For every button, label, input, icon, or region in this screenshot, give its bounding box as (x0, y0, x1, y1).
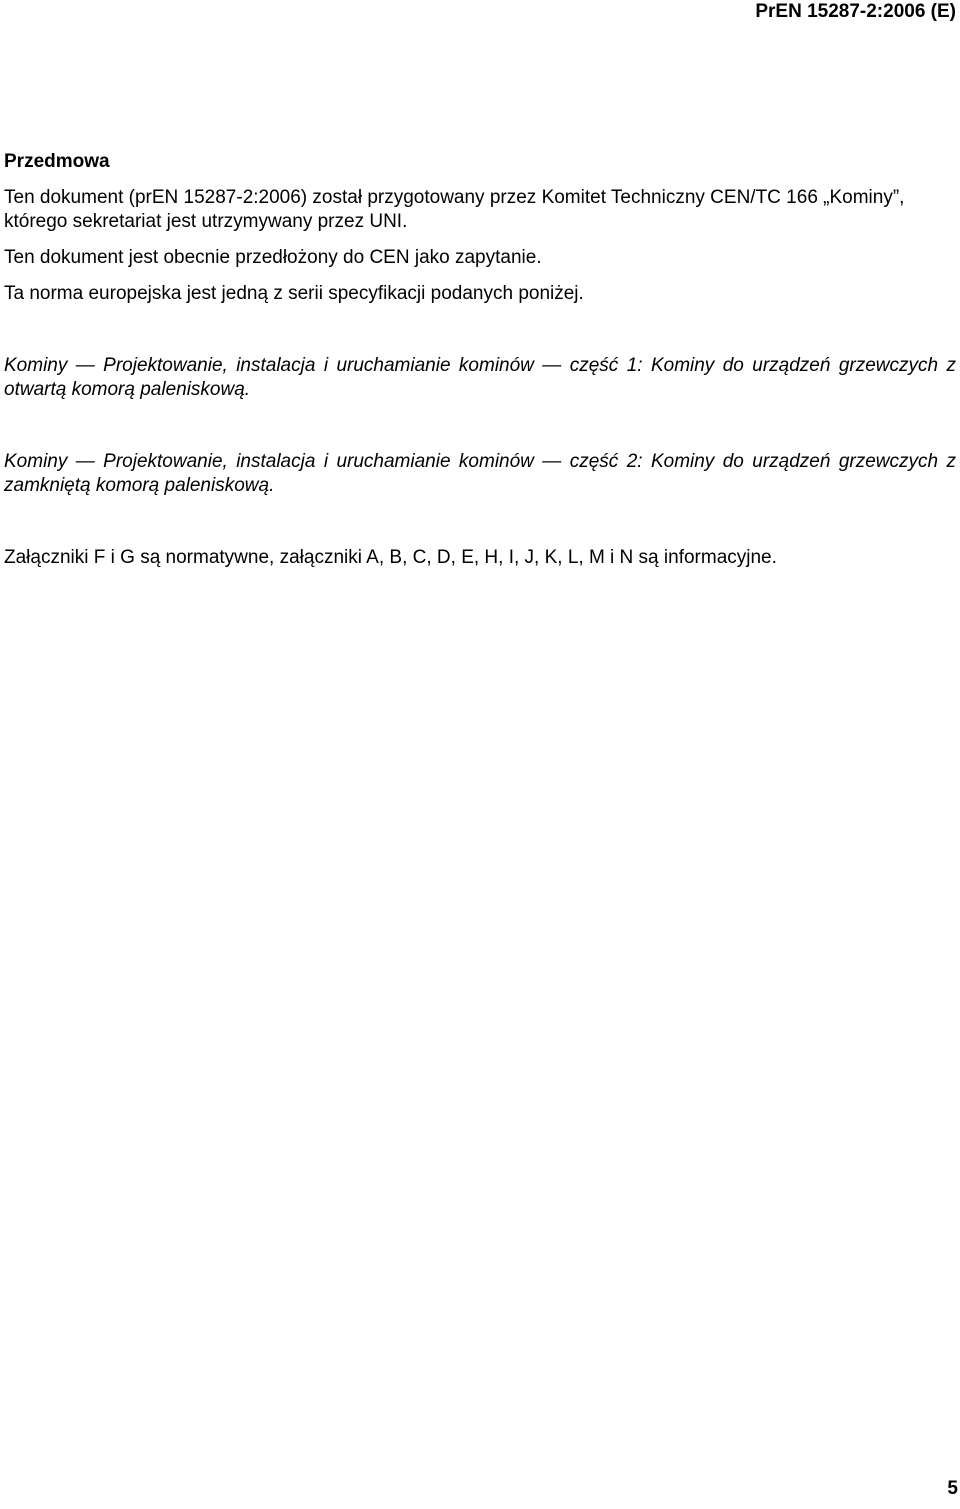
paragraph-annexes: Załączniki F i G są normatywne, załączniki A, B, C, D, E, H, I, J, K, L, M i N są informacyjne. (4, 547, 777, 568)
document-identifier: PrEN 15287-2:2006 (E) (755, 1, 956, 22)
page-number: 5 (947, 1478, 958, 1499)
section-title: Przedmowa (4, 151, 110, 172)
series-item-part-2: Kominy — Projektowanie, instalacja i uruchamianie kominów — część 2: Kominy do urządzeń grzewczych z zamkniętą komorą paleniskową. (4, 451, 956, 496)
paragraph-prepared-by: Ten dokument (prEN 15287-2:2006) został przygotowany przez Komitet Techniczny CEN/TC 166 „Kominy”, którego sekretariat jest utrzymywany przez UNI. (4, 187, 905, 232)
paragraph-submitted: Ten dokument jest obecnie przedłożony do CEN jako zapytanie. (4, 247, 542, 268)
series-item-part-1: Kominy — Projektowanie, instalacja i uruchamianie kominów — część 1: Kominy do urządzeń grzewczych z otwartą komorą paleniskową. (4, 355, 956, 400)
paragraph-series-intro: Ta norma europejska jest jedną z serii specyfikacji podanych poniżej. (4, 283, 584, 304)
